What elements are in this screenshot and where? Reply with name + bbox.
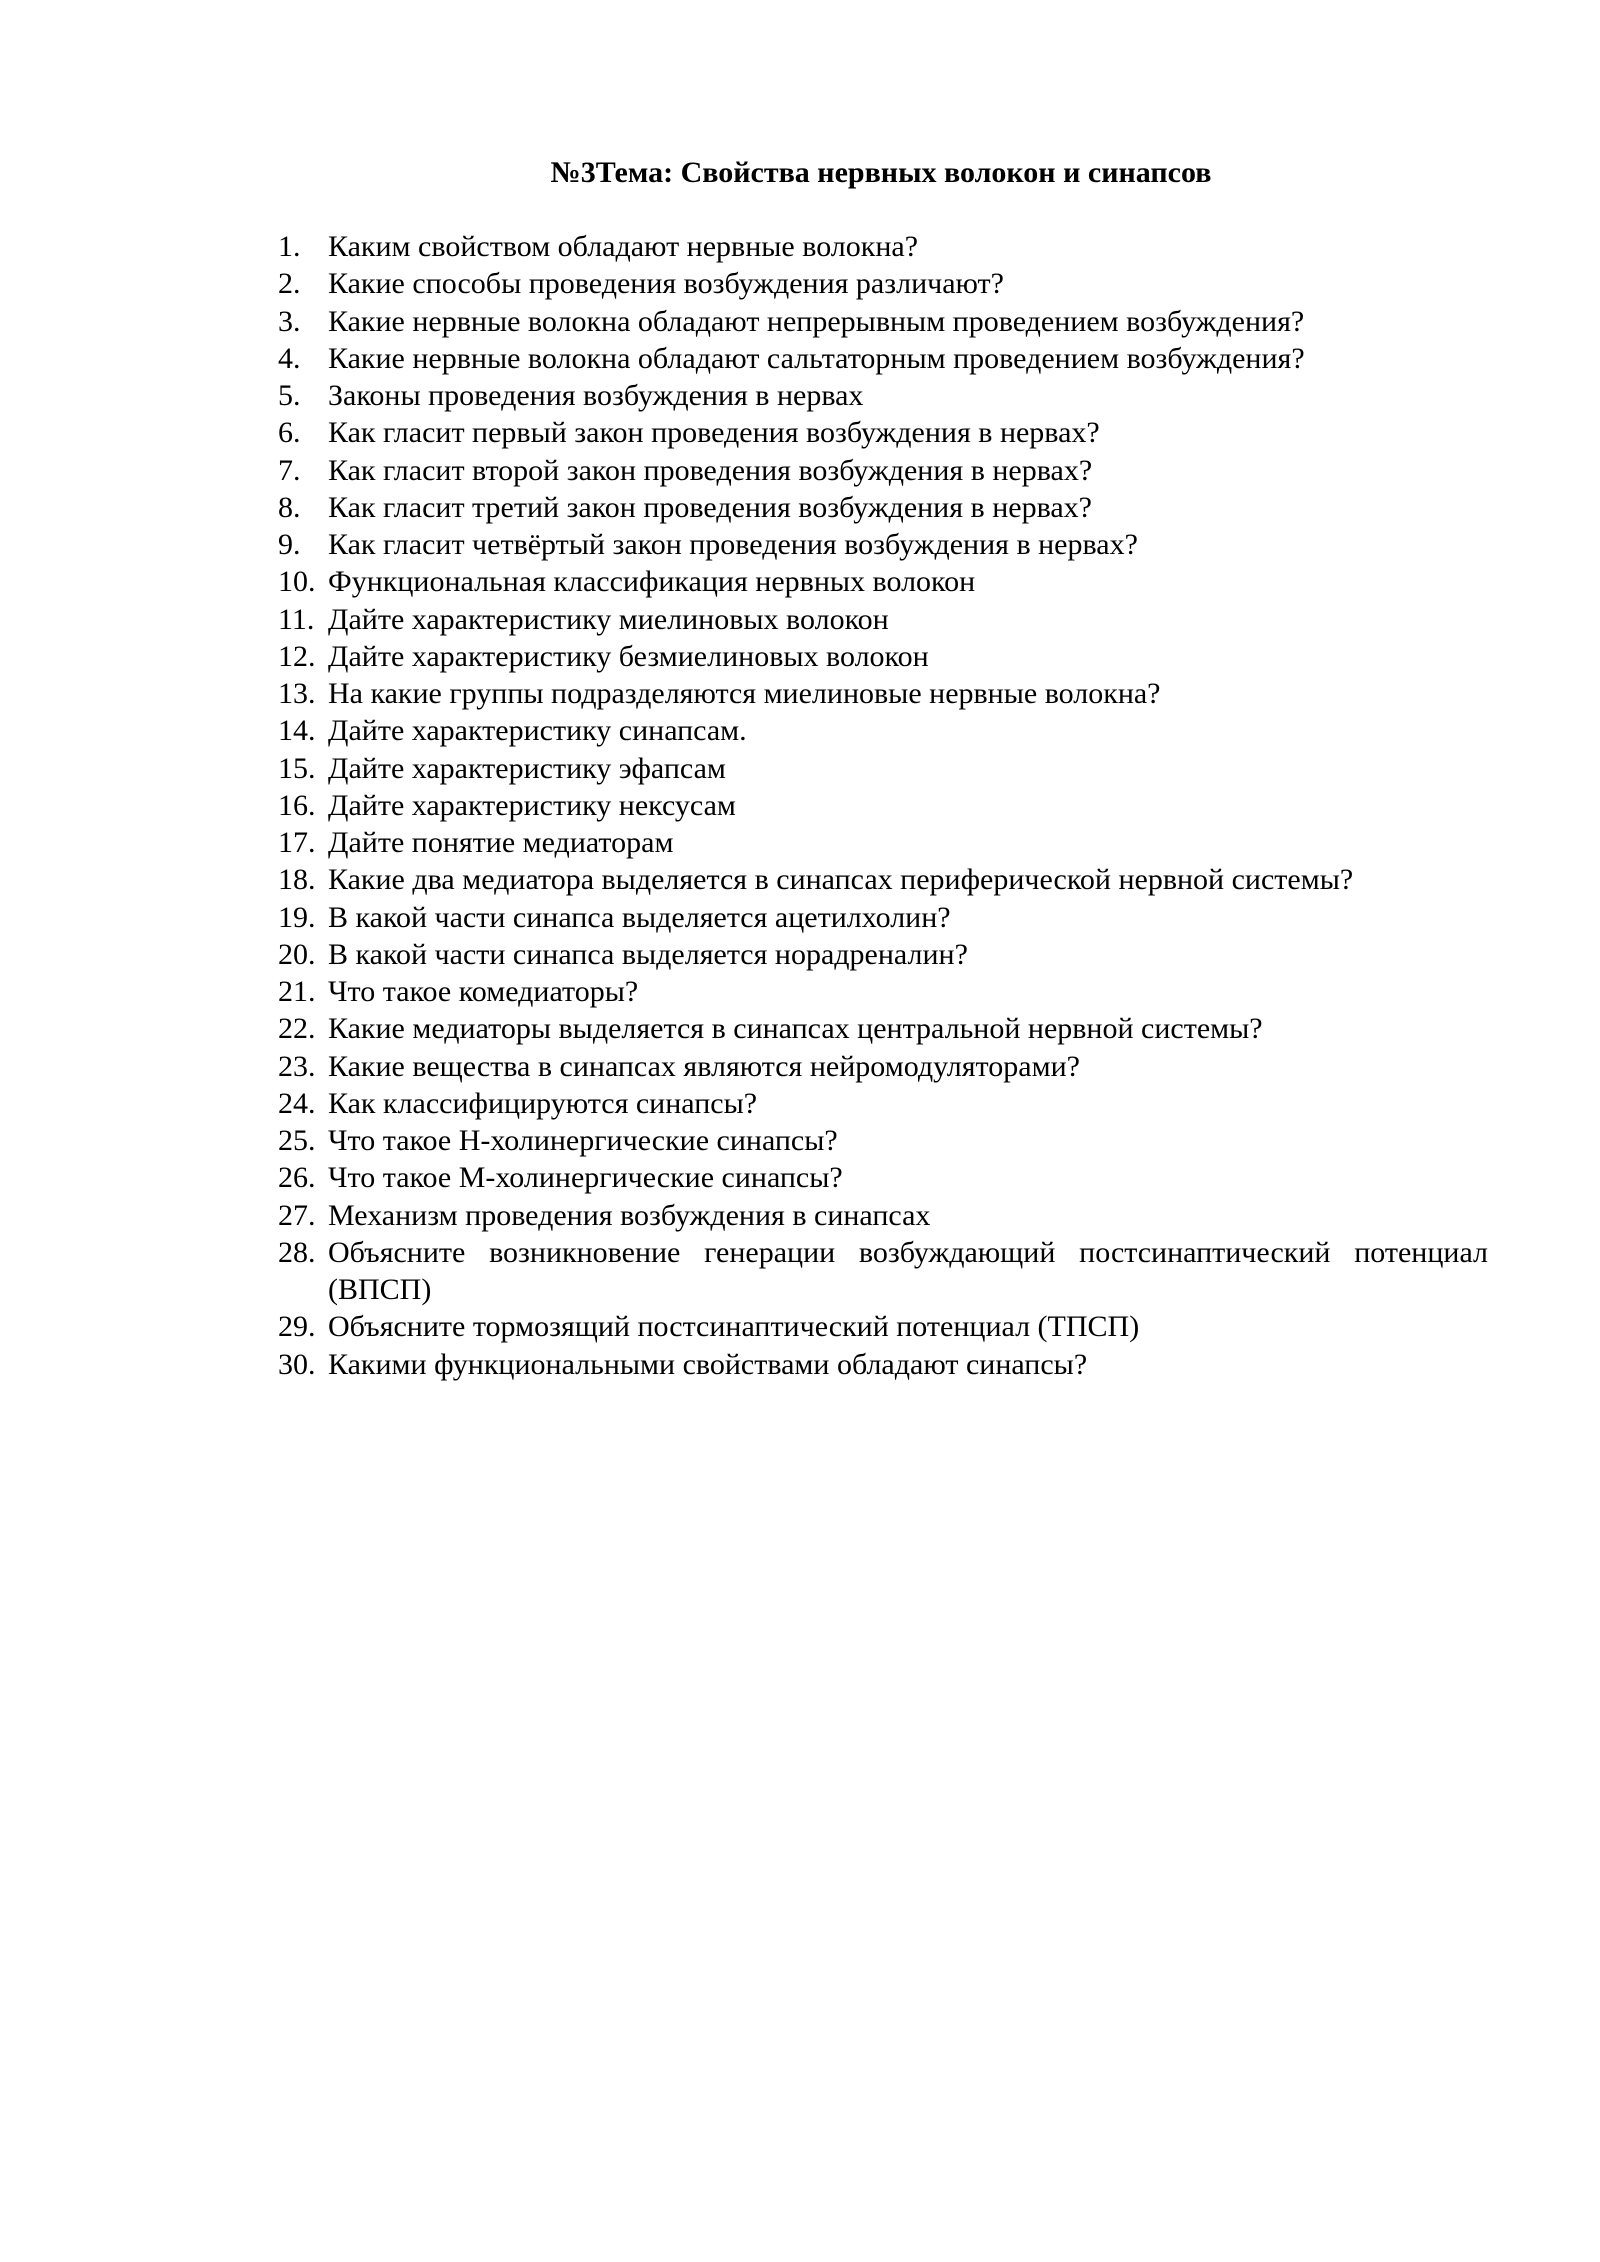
question-number: 18. xyxy=(278,863,316,897)
list-item xyxy=(278,563,1488,600)
question-text: Функциональная классификация нервных волокон xyxy=(328,565,976,599)
list-item xyxy=(278,861,1488,898)
question-number: 22. xyxy=(278,1012,316,1046)
question-text: Как классифицируются синапсы? xyxy=(328,1086,758,1120)
question-number: 27. xyxy=(278,1198,316,1232)
list-item xyxy=(278,1346,1488,1383)
question-number: 2. xyxy=(278,267,301,301)
question-number: 14. xyxy=(278,714,316,748)
list-item xyxy=(278,228,1488,265)
question-text: Объясните тормозящий постсинаптический потенциал (ТПСП) xyxy=(328,1310,1140,1344)
question-number: 30. xyxy=(278,1347,316,1381)
question-text: Какие нервные волокна обладают непрерывным проведением возбуждения? xyxy=(328,304,1305,338)
question-number: 10. xyxy=(278,565,316,599)
question-number: 24. xyxy=(278,1086,316,1120)
question-text: Какие способы проведения возбуждения различают? xyxy=(328,267,1004,301)
question-text: Объясните возникновение генерации возбуждающий постсинаптический потенциал (ВПСП) xyxy=(328,1235,1488,1306)
question-text: Какие два медиатора выделяется в синапсах периферической нервной системы? xyxy=(328,863,1354,897)
question-list xyxy=(278,228,1488,1383)
list-item xyxy=(278,601,1488,638)
question-number: 20. xyxy=(278,937,316,971)
question-text: Дайте характеристику эфапсам xyxy=(328,751,726,785)
question-number: 3. xyxy=(278,304,301,338)
list-item xyxy=(278,638,1488,675)
question-text: Законы проведения возбуждения в нервах xyxy=(328,379,864,412)
list-item xyxy=(278,712,1488,749)
question-text: Как гласит первый закон проведения возбуждения в нервах? xyxy=(328,416,1100,450)
question-text: Дайте характеристику нексусам xyxy=(328,788,736,822)
question-number: 4. xyxy=(278,341,301,375)
question-number: 19. xyxy=(278,900,316,934)
question-text: Каким свойством обладают нервные волокна? xyxy=(328,230,919,263)
list-item xyxy=(278,377,1488,414)
question-text: Что такое Н-холинергические синапсы? xyxy=(328,1124,838,1157)
question-number: 13. xyxy=(278,677,316,710)
question-number: 5. xyxy=(278,379,301,412)
question-text: Как гласит третий закон проведения возбуждения в нервах? xyxy=(328,490,1092,524)
question-text: В какой части синапса выделяется норадреналин? xyxy=(328,937,968,971)
page-title: №3Тема: Свойства нервных волокон и синапсов xyxy=(550,156,1212,189)
list-item xyxy=(278,340,1488,377)
question-text: На какие группы подразделяются миелиновые нервные волокна? xyxy=(328,677,1161,710)
question-number: 25. xyxy=(278,1124,316,1157)
list-item xyxy=(278,675,1488,712)
question-text: Как гласит четвёртый закон проведения возбуждения в нервах? xyxy=(328,528,1138,561)
question-text: В какой части синапса выделяется ацетилхолин? xyxy=(328,900,951,934)
question-number: 16. xyxy=(278,788,316,822)
question-text: Механизм проведения возбуждения в синапсах xyxy=(328,1198,931,1232)
question-text: Что такое М-холинергические синапсы? xyxy=(328,1161,843,1195)
list-item xyxy=(278,1308,1488,1345)
question-number: 12. xyxy=(278,639,316,673)
question-number: 7. xyxy=(278,453,301,487)
question-text: Какими функциональными свойствами обладают синапсы? xyxy=(328,1347,1088,1381)
question-number: 17. xyxy=(278,826,316,859)
list-item xyxy=(278,452,1488,489)
question-number: 28. xyxy=(278,1235,316,1269)
list-item xyxy=(278,303,1488,340)
question-text: Дайте понятие медиаторам xyxy=(328,826,674,859)
list-item xyxy=(278,1234,1488,1309)
list-item xyxy=(278,787,1488,824)
list-item xyxy=(278,1197,1488,1234)
question-number: 29. xyxy=(278,1310,316,1344)
list-item xyxy=(278,750,1488,787)
question-number: 1. xyxy=(278,230,301,263)
question-text: Дайте характеристику синапсам. xyxy=(328,714,747,748)
question-number: 21. xyxy=(278,975,316,1008)
question-text: Какие медиаторы выделяется в синапсах центральной нервной системы? xyxy=(328,1012,1263,1046)
question-text: Дайте характеристику безмиелиновых волокон xyxy=(328,639,929,673)
list-item xyxy=(278,1159,1488,1196)
list-item xyxy=(278,265,1488,302)
list-item xyxy=(278,1085,1488,1122)
question-text: Какие нервные волокна обладают сальтаторным проведением возбуждения? xyxy=(328,341,1305,375)
list-item xyxy=(278,414,1488,451)
question-number: 23. xyxy=(278,1049,316,1083)
question-number: 9. xyxy=(278,528,301,561)
question-number: 6. xyxy=(278,416,301,450)
question-number: 11. xyxy=(278,602,315,636)
list-item xyxy=(278,1048,1488,1085)
list-item xyxy=(278,489,1488,526)
question-number: 15. xyxy=(278,751,316,785)
question-text: Дайте характеристику миелиновых волокон xyxy=(328,602,889,636)
question-text: Какие вещества в синапсах являются нейромодуляторами? xyxy=(328,1049,1080,1083)
question-number: 8. xyxy=(278,490,301,524)
question-number: 26. xyxy=(278,1161,316,1195)
list-item xyxy=(278,899,1488,936)
list-item xyxy=(278,936,1488,973)
question-text: Как гласит второй закон проведения возбуждения в нервах? xyxy=(328,453,1093,487)
question-text: Что такое комедиаторы? xyxy=(328,975,639,1008)
list-item xyxy=(278,526,1488,563)
list-item xyxy=(278,973,1488,1010)
list-item xyxy=(278,1010,1488,1047)
list-item xyxy=(278,824,1488,861)
list-item xyxy=(278,1122,1488,1159)
